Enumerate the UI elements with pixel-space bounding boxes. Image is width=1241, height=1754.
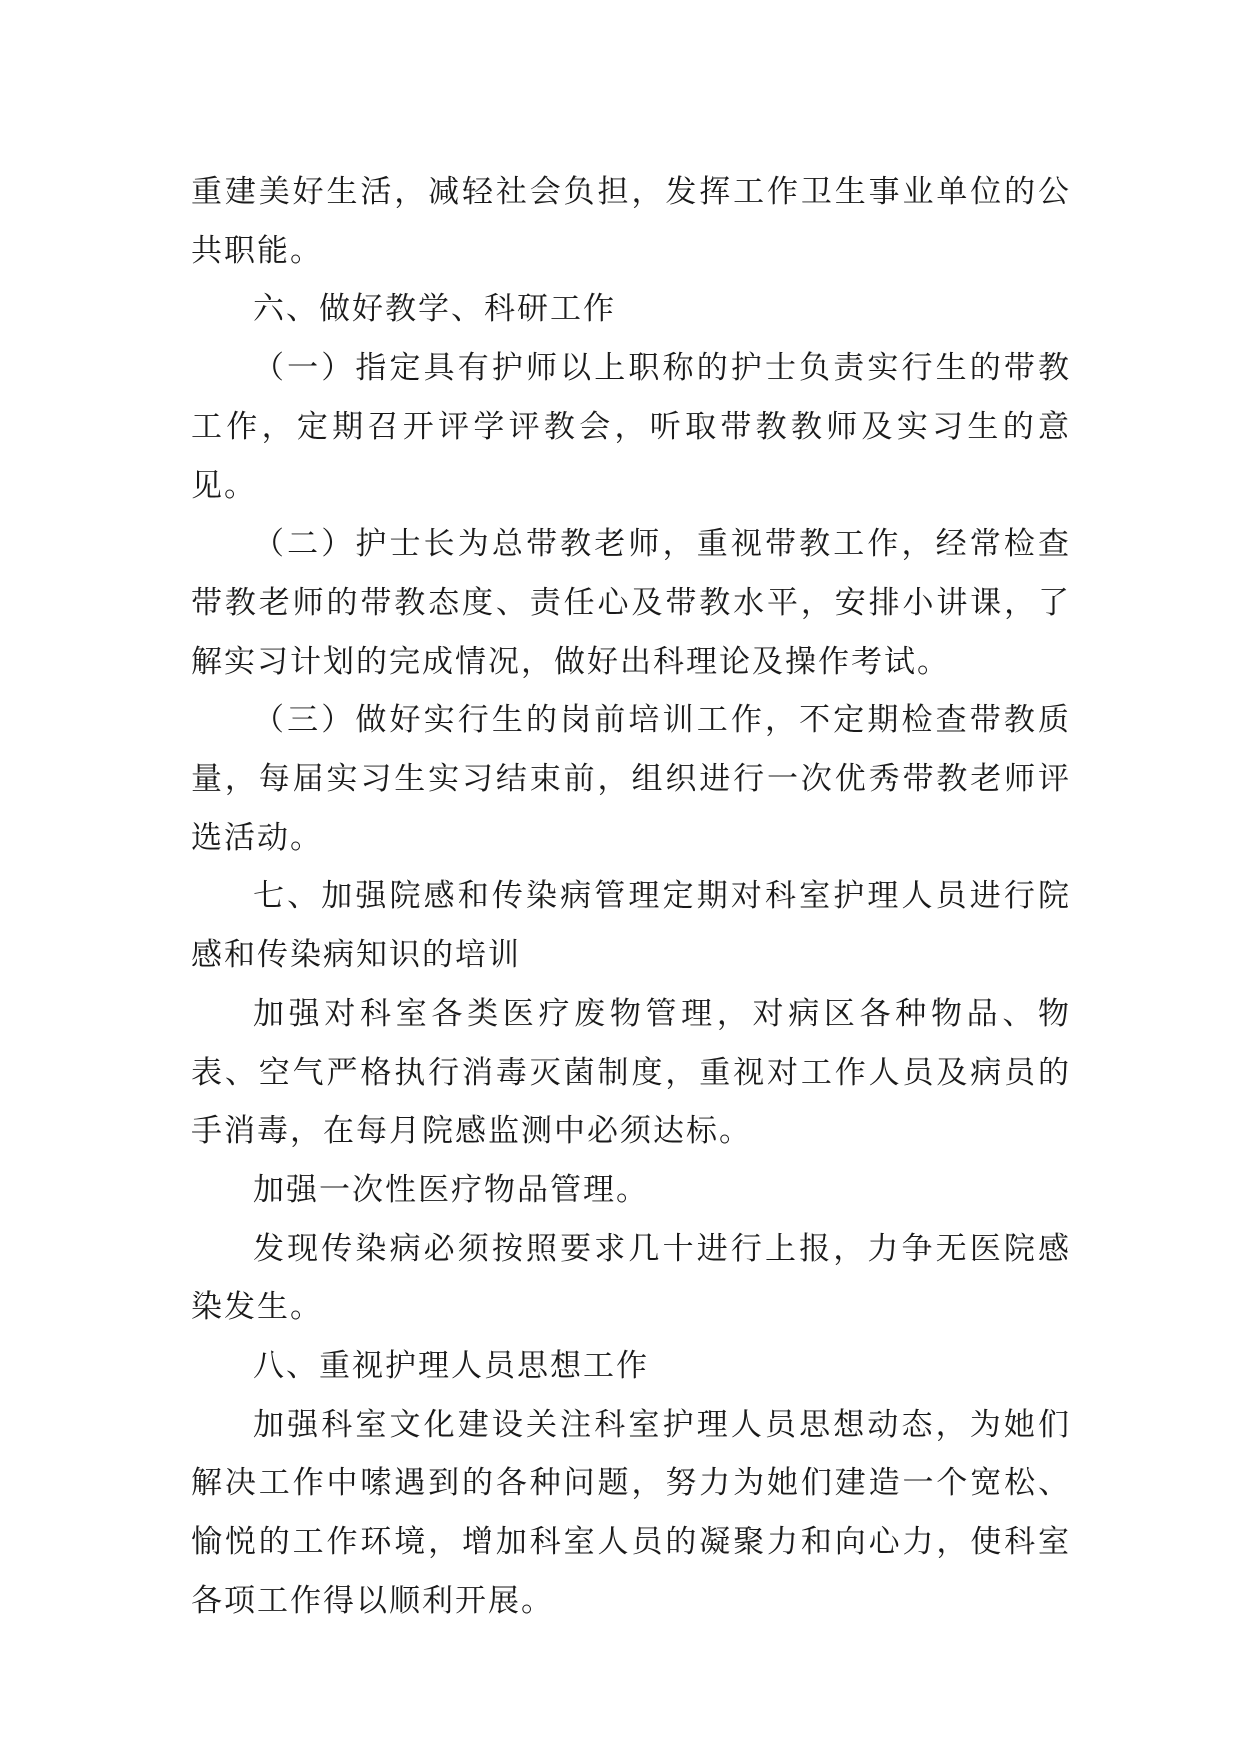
document-body bbox=[191, 163, 1071, 1631]
section-heading-6: 六、做好教学、科研工作 bbox=[253, 291, 616, 328]
paragraph-7-1: 加强对科室各类医疗废物管理，对病区各种物品、物表、空气严格执行消毒灭菌制度，重视对工作人员及病员的手消毒，在每月院感监测中必须达标。 bbox=[191, 995, 1071, 1150]
paragraph-6-3: （三）做好实行生的岗前培训工作，不定期检查带教质量，每届实习生实习结束前，组织进行一次优秀带教老师评选活动。 bbox=[191, 702, 1071, 856]
paragraph-continuation: 重建美好生活，减轻社会负担，发挥工作卫生事业单位的公共职能。 bbox=[191, 174, 1071, 269]
paragraph-8-1: 加强科室文化建设关注科室护理人员思想动态，为她们解决工作中嗦遇到的各种问题，努力为她们建造一个宽松、愉悦的工作环境，增加科室人员的凝聚力和向心力，使科室各项工作得以顺利开展。 bbox=[191, 1406, 1071, 1619]
paragraph-6-2: （二）护士长为总带教老师，重视带教工作，经常检查带教老师的带教态度、责任心及带教水平，安排小讲课，了解实习计划的完成情况，做好出科理论及操作考试。 bbox=[191, 526, 1071, 680]
paragraph-7-2: 加强一次性医疗物品管理。 bbox=[253, 1171, 649, 1208]
paragraph-6-1: （一）指定具有护师以上职称的护士负责实行生的带教工作，定期召开评学评教会，听取带教教师及实习生的意见。 bbox=[191, 350, 1071, 504]
section-heading-7: 七、加强院感和传染病管理定期对科室护理人员进行院感和传染病知识的培训 bbox=[191, 878, 1071, 974]
paragraph-7-3: 发现传染病必须按照要求几十进行上报，力争无医院感染发生。 bbox=[191, 1230, 1071, 1326]
section-heading-8: 八、重视护理人员思想工作 bbox=[253, 1348, 649, 1385]
